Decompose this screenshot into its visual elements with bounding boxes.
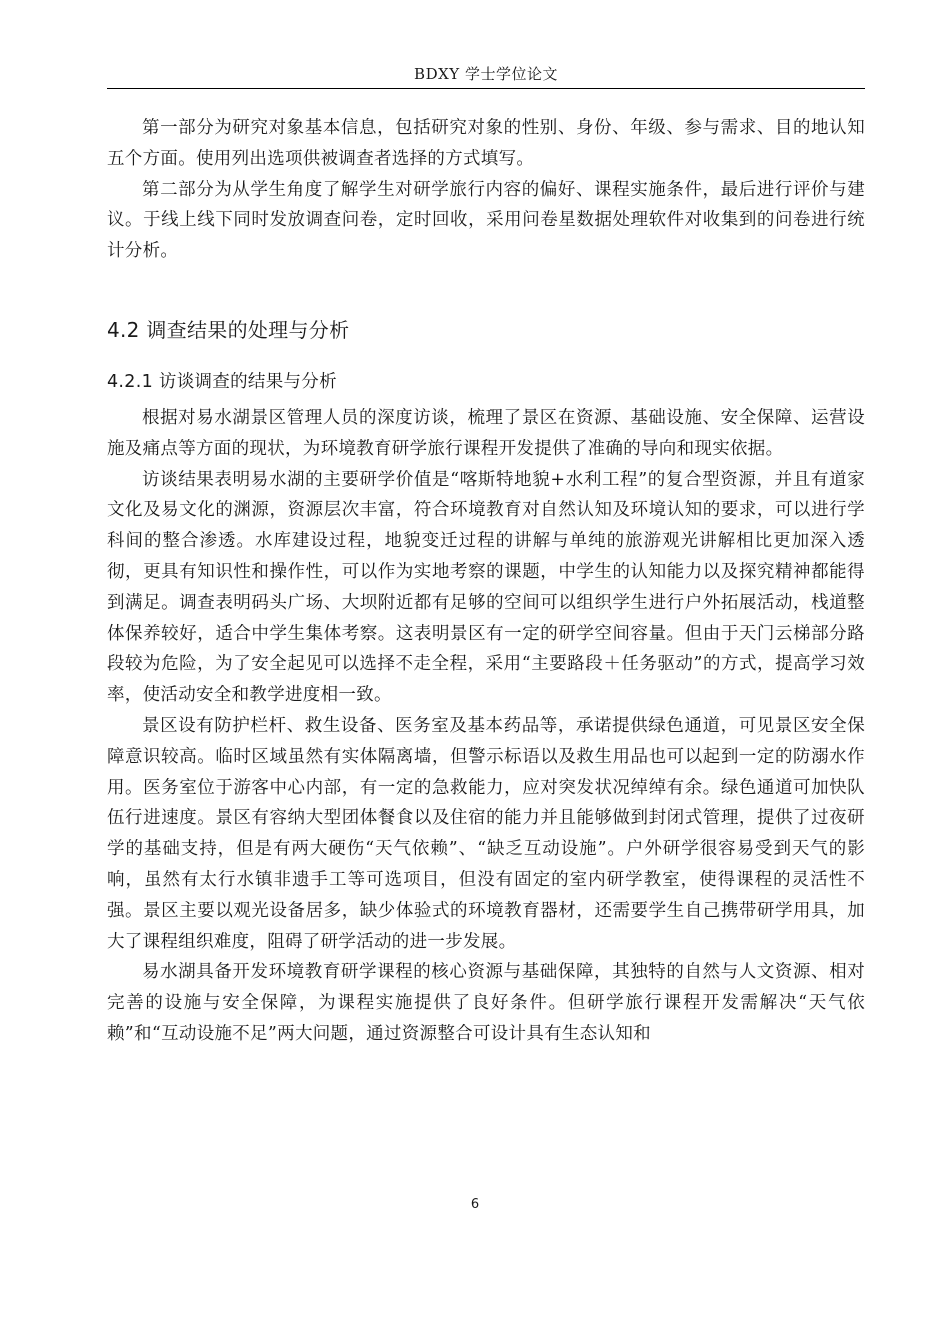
spacer — [107, 267, 865, 315]
spacer — [107, 345, 865, 367]
body-paragraph: 第一部分为研究对象基本信息，包括研究对象的性别、身份、年级、参与需求、目的地认知五个方面。使用列出选项供被调查者选择的方式填写。 — [107, 118, 865, 169]
header-rule — [107, 88, 865, 89]
page-number: 6 — [470, 1197, 480, 1212]
body-paragraph: 根据对易水湖景区管理人员的深度访谈，梳理了景区在资源、基础设施、安全保障、运营设施及痛点等方面的现状，为环境教育研学旅行课程开发提供了准确的导向和现实依据。 — [107, 407, 865, 459]
subsection-heading: 4.2.1 访谈调查的结果与分析 — [107, 371, 337, 392]
page-body — [107, 113, 865, 1050]
body-paragraph: 易水湖具备开发环境教育研学课程的核心资源与基础保障，其独特的自然与人文资源、相对完善的设施与安全保障，为课程实施提供了良好条件。但研学旅行课程开发需解决“天气依赖”和“互动设施不足”两大问题，通过资源整合可设计具有生态认知和 — [107, 962, 865, 1044]
section-heading: 4.2 调查结果的处理与分析 — [107, 317, 350, 342]
body-paragraph: 景区设有防护栏杆、救生设备、医务室及基本药品等，承诺提供绿色通道，可见景区安全保障意识较高。临时区域虽然有实体隔离墙，但警示标语以及救生用品也可以起到一定的防溺水作用。医务室位于游客中心内部，有一定的急救能力，应对突发状况绰绰有余。绿色通道可加快队伍行进速度。景区有容纳大型团体餐食以及住宿的能力并且能够做到封闭式管理，提供了过夜研学的基础支持，但是有两大硬伤“天气依赖”、“缺乏互动设施”。户外研学很容易受到天气的影响，虽然有太行水镇非遗手工等可选项目，但没有固定的室内研学教室，使得课程的灵活性不强。景区主要以观光设备居多，缺少体验式的环境教育器材，还需要学生自己携带研学用具，加大了课程组织难度，阻碍了研学活动的进一步发展。 — [107, 715, 865, 952]
running-header: BDXY 学士学位论文 — [414, 65, 558, 83]
body-paragraph: 访谈结果表明易水湖的主要研学价值是“喀斯特地貌+水利工程”的复合型资源，并且有道家文化及易文化的渊源，资源层次丰富，符合环境教育对自然认知及环境认知的要求，可以进行学科间的整合渗透。水库建设过程，地貌变迁过程的讲解与单纯的旅游观光讲解相比更加深入透彻，更具有知识性和操作性，可以作为实地考察的课题，中学生的认知能力以及探究精神都能得到满足。调查表明码头广场、大坝附近都有足够的空间可以组织学生进行户外拓展活动，栈道整体保养较好，适合中学生集体考察。这表明景区有一定的研学空间容量。但由于天门云梯部分路段较为危险，为了安全起见可以选择不走全程，采用“主要路段＋任务驱动”的方式，提高学习效率，使活动安全和教学进度相一致。 — [107, 469, 865, 706]
body-paragraph: 第二部分为从学生角度了解学生对研学旅行内容的偏好、课程实施条件，最后进行评价与建议。于线上线下同时发放调查问卷，定时回收，采用问卷星数据处理软件对收集到的问卷进行统计分析。 — [107, 179, 865, 262]
